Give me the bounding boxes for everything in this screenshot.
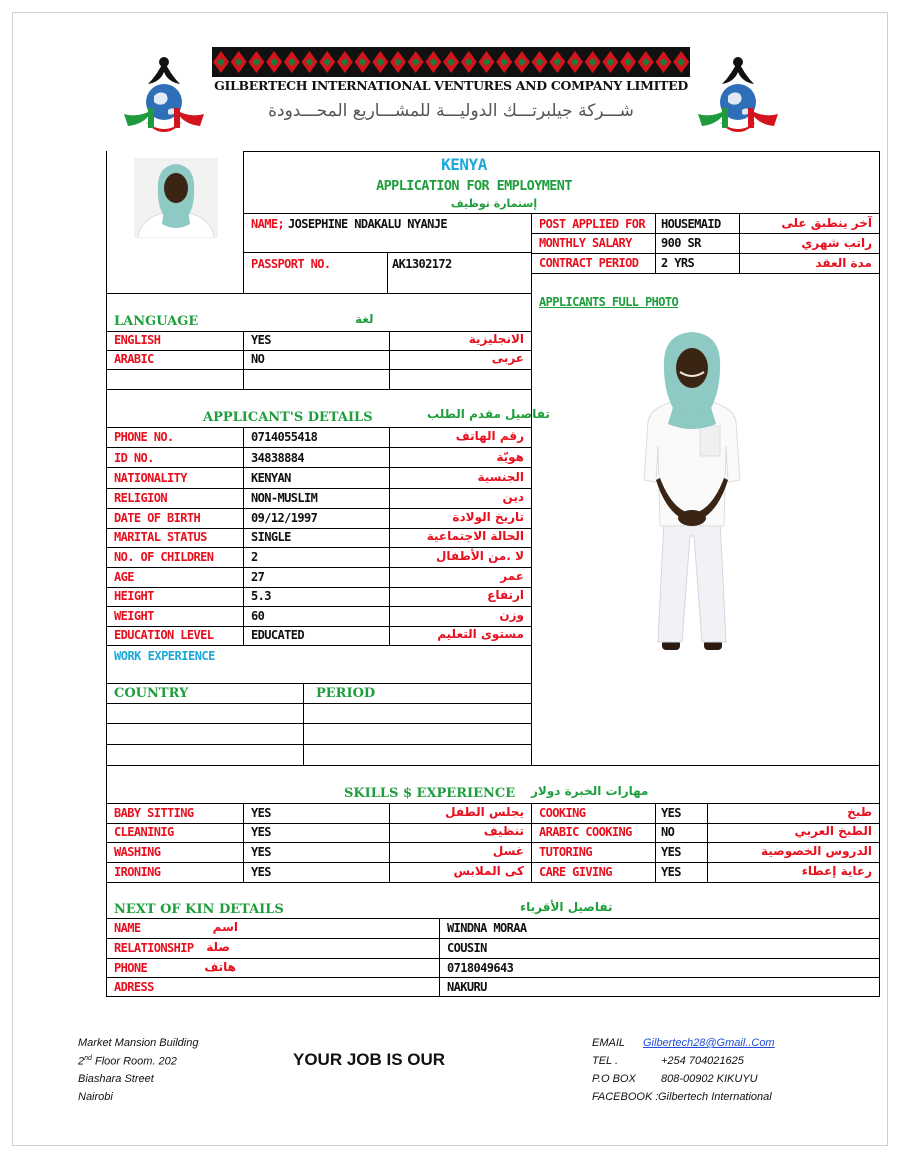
language-ar: الانجليزية — [468, 332, 524, 346]
kin-ar: صلة — [206, 940, 230, 954]
post-value: HOUSEMAID — [661, 217, 721, 231]
work-title: WORK EXPERIENCE — [114, 649, 215, 663]
detail-value: 5.3 — [251, 589, 271, 603]
detail-ar: دين — [502, 490, 524, 504]
salary-ar: راتب شهري — [801, 236, 872, 250]
email-link[interactable]: Gilbertech28@Gmail..Com — [643, 1037, 775, 1049]
skill-ar: الطبخ العربي — [794, 824, 872, 838]
detail-value: NON-MUSLIM — [251, 491, 318, 505]
kin-value: NAKURU — [447, 980, 487, 994]
contract-ar: مدة العقد — [815, 256, 872, 270]
name-value: JOSEPHINE NDAKALU NYANJE — [288, 217, 447, 231]
detail-ar: مستوى التعليم — [437, 627, 524, 641]
kin-label: PHONE — [114, 961, 148, 975]
floor-number: 2 — [78, 1055, 85, 1068]
details-title: APPLICANT'S DETAILS — [203, 410, 373, 425]
post-ar: آخر ينطبق على — [781, 216, 872, 230]
skill-label: ARABIC COOKING — [539, 825, 632, 839]
skill-ar: تنظيف — [483, 824, 524, 838]
kin-ar: هاتف — [204, 960, 236, 974]
detail-label: MARITAL STATUS — [114, 530, 207, 544]
detail-ar: ارتفاع — [487, 588, 524, 602]
form-title-ar: إستمارة توظيف — [450, 197, 538, 210]
skill-ar: يجلس الطفل — [445, 805, 524, 819]
skill-value: YES — [251, 806, 271, 820]
language-value: YES — [251, 333, 271, 347]
contact-label: EMAIL — [592, 1037, 626, 1049]
skill-label: WASHING — [114, 845, 161, 859]
detail-value: SINGLE — [251, 530, 291, 544]
detail-label: ID NO. — [114, 451, 154, 465]
skill-label: CLEANINIG — [114, 825, 174, 839]
details-title-ar: تفاصيل مقدم الطلب — [427, 407, 550, 421]
floor-room: Floor Room. 202 — [94, 1055, 177, 1068]
kin-title-ar: تفاصيل الأقرباء — [520, 900, 613, 914]
company-name-en: GILBERTECH INTERNATIONAL VENTURES AND COMPANY LIMITED — [214, 78, 688, 93]
skill-ar: طبخ — [847, 805, 872, 819]
skill-label: CARE GIVING — [539, 865, 612, 879]
skills-title: SKILLS $ EXPERIENCE — [344, 786, 516, 801]
detail-value: EDUCATED — [251, 628, 304, 642]
company-logo-right — [692, 52, 784, 138]
contact-label: FACEBOOK : — [592, 1091, 659, 1103]
skill-value: NO — [661, 825, 675, 839]
skill-value: YES — [661, 845, 681, 859]
detail-label: HEIGHT — [114, 589, 154, 603]
address-line: Nairobi — [78, 1091, 113, 1103]
detail-value: KENYAN — [251, 471, 291, 485]
detail-value: 27 — [251, 570, 265, 584]
skill-value: YES — [251, 825, 271, 839]
kin-value: 0718049643 — [447, 961, 514, 975]
contact-value: Gilbertech International — [658, 1091, 772, 1103]
skill-ar: الدروس الخصوصية — [760, 844, 872, 858]
detail-label: WEIGHT — [114, 609, 154, 623]
skill-ar: رعاية إعطاء — [801, 864, 872, 878]
skill-ar: كى الملابس — [453, 864, 524, 878]
address-line: Market Mansion Building — [78, 1037, 199, 1049]
detail-value: 09/12/1997 — [251, 511, 318, 525]
detail-label: DATE OF BIRTH — [114, 511, 201, 525]
kin-value: COUSIN — [447, 941, 487, 955]
detail-value: 34838884 — [251, 451, 304, 465]
detail-ar: رقم الهاتف — [455, 429, 524, 443]
skills-title-ar: مهارات الخبرة دولار — [531, 784, 649, 798]
passport-value: AK1302172 — [392, 257, 452, 271]
name-label: NAME; — [251, 217, 285, 231]
contact-label: P.O BOX — [592, 1073, 636, 1085]
language-title-ar: لغة — [355, 312, 374, 326]
language-value: NO — [251, 352, 265, 366]
decorative-banner — [212, 47, 690, 77]
skill-value: YES — [251, 865, 271, 879]
detail-value: 0714055418 — [251, 430, 318, 444]
contract-value: 2 YRS — [661, 256, 695, 270]
skill-label: COOKING — [539, 806, 586, 820]
post-label: POST APPLIED FOR — [539, 217, 645, 231]
detail-ar: تاريخ الولادة — [452, 510, 524, 524]
kin-title: NEXT OF KIN DETAILS — [114, 902, 284, 917]
contact-value: 808-00902 KIKUYU — [661, 1073, 758, 1085]
address-line — [78, 1055, 177, 1068]
detail-ar: عمر — [500, 569, 524, 583]
form-title: APPLICATION FOR EMPLOYMENT — [376, 178, 572, 194]
skill-value: YES — [661, 806, 681, 820]
footer-slogan: YOUR JOB IS OUR — [293, 1050, 446, 1069]
detail-value: 2 — [251, 550, 258, 564]
kin-label: RELATIONSHIP — [114, 941, 194, 955]
salary-value: 900 SR — [661, 236, 701, 250]
detail-ar: الحالة الاجتماعية — [426, 529, 524, 543]
work-country-header: COUNTRY — [114, 686, 189, 701]
contract-label: CONTRACT PERIOD — [539, 256, 639, 270]
skill-value: YES — [251, 845, 271, 859]
kin-label: NAME — [114, 921, 141, 935]
language-ar: عربى — [491, 351, 524, 365]
skill-label: BABY SITTING — [114, 806, 194, 820]
language-title: LANGUAGE — [114, 314, 199, 329]
detail-label: NATIONALITY — [114, 471, 187, 485]
skill-label: TUTORING — [539, 845, 592, 859]
work-period-header: PERIOD — [316, 686, 376, 701]
detail-label: PHONE NO. — [114, 430, 174, 444]
passport-photo — [134, 158, 218, 238]
skill-ar: غسل — [492, 844, 524, 858]
detail-ar: لا .من الأطفال — [436, 549, 524, 563]
passport-label: PASSPORT NO. — [251, 257, 331, 271]
floor-suffix: nd — [84, 1055, 92, 1062]
company-logo-left — [118, 52, 210, 138]
salary-label: MONTHLY SALARY — [539, 236, 632, 250]
kin-ar: اسم — [212, 920, 238, 934]
detail-ar: هويّة — [496, 450, 524, 464]
language-label: ENGLISH — [114, 333, 161, 347]
detail-ar: الجنسية — [477, 470, 524, 484]
company-name-ar: شـــركة جيلبرتـــك الدوليـــة للمشـــاريع المحـــدودة — [268, 101, 634, 121]
language-label: ARABIC — [114, 352, 154, 366]
contact-label: TEL . — [592, 1055, 619, 1067]
skill-label: IRONING — [114, 865, 161, 879]
detail-label: NO. OF CHILDREN — [114, 550, 214, 564]
full-photo-label: APPLICANTS FULL PHOTO — [539, 295, 679, 309]
applicant-full-photo — [628, 330, 756, 664]
kin-value: WINDNA MORAA — [447, 921, 527, 935]
address-line: Biashara Street — [78, 1073, 154, 1085]
detail-label: EDUCATION LEVEL — [114, 628, 214, 642]
skill-value: YES — [661, 865, 681, 879]
detail-label: RELIGION — [114, 491, 167, 505]
form-country: KENYA — [441, 155, 487, 174]
kin-label: ADRESS — [114, 980, 154, 994]
detail-value: 60 — [251, 609, 265, 623]
detail-ar: وزن — [499, 608, 524, 622]
detail-label: AGE — [114, 570, 134, 584]
contact-value: +254 704021625 — [661, 1055, 744, 1067]
